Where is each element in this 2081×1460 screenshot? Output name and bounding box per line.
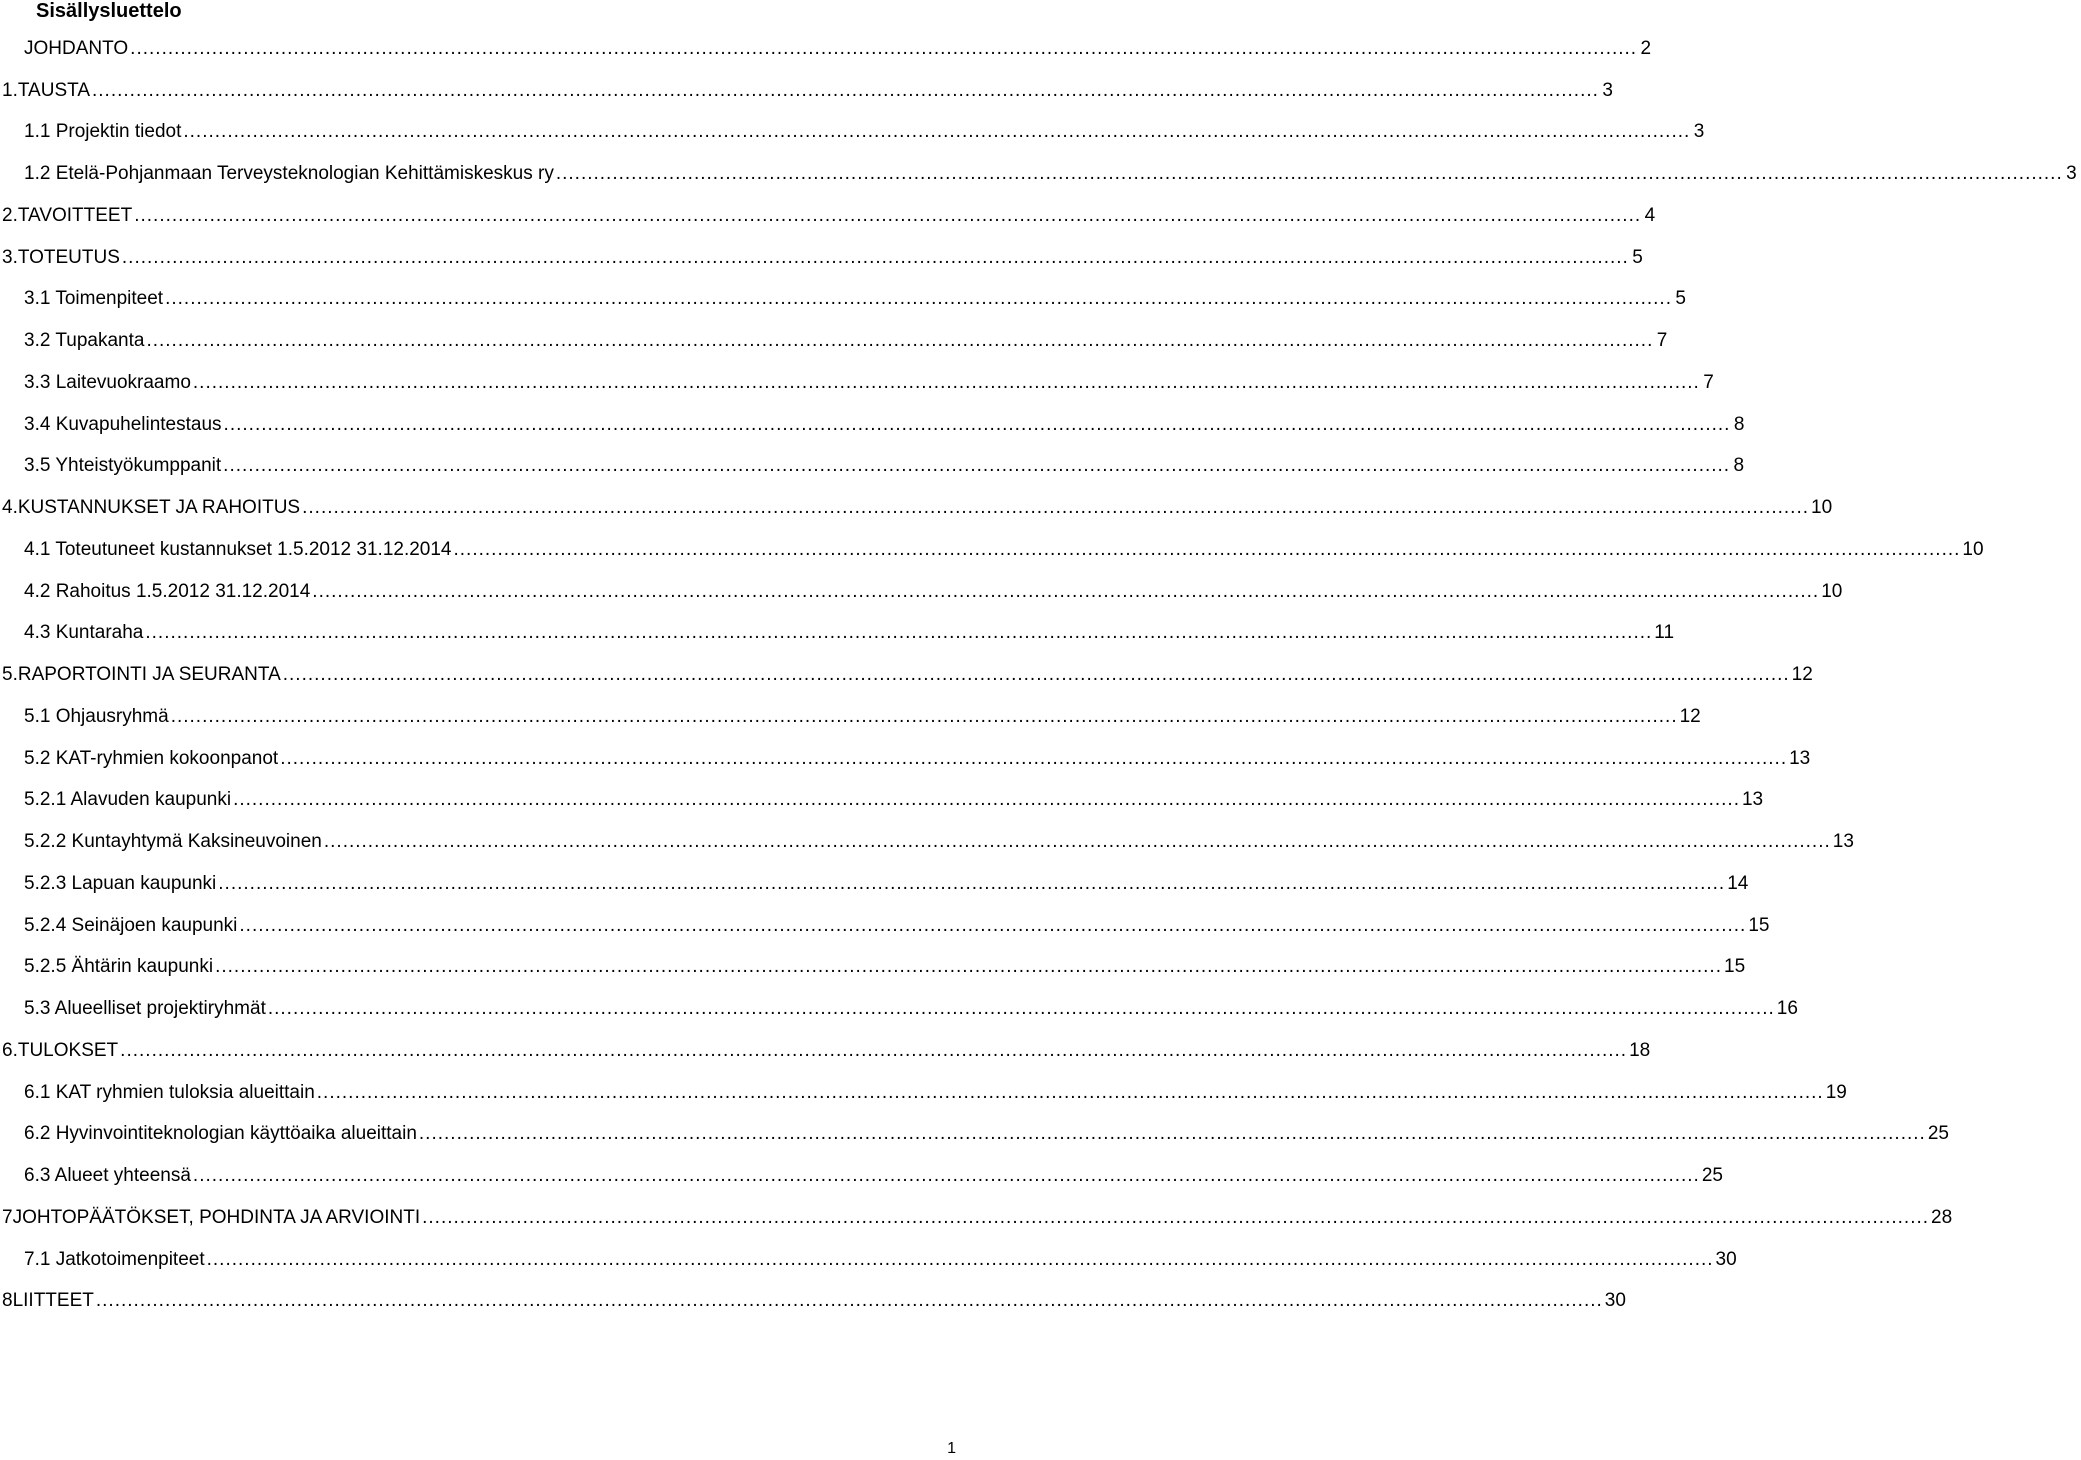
toc-entry-page: 10 xyxy=(1811,497,1833,519)
toc-entry-label: 5.2.2 Kuntayhtymä Kaksineuvoinen xyxy=(24,831,322,853)
toc-entry-page: 16 xyxy=(1776,998,1798,1020)
toc-entry-label: 3.3 Laitevuokraamo xyxy=(24,371,191,393)
toc-leader-dots xyxy=(122,247,1629,269)
toc-entry[interactable] xyxy=(0,28,1652,70)
toc-entry[interactable] xyxy=(0,905,1770,947)
toc-entry-page: 25 xyxy=(1927,1123,1949,1145)
toc-title: Sisällysluettelo xyxy=(36,0,182,22)
toc-entry-label: KUSTANNUKSET JA RAHOITUS xyxy=(17,497,301,519)
toc-leader-dots xyxy=(317,1082,1824,1104)
toc-leader-dots xyxy=(146,330,1653,352)
toc-list xyxy=(0,28,2077,1322)
toc-leader-dots xyxy=(218,873,1725,895)
toc-entry-page: 25 xyxy=(1701,1165,1723,1187)
toc-entry[interactable] xyxy=(0,738,1811,780)
toc-entry[interactable] xyxy=(0,446,1745,488)
toc-leader-dots xyxy=(193,1165,1700,1187)
toc-entry[interactable] xyxy=(0,153,2077,195)
toc-entry-page: 12 xyxy=(1679,705,1701,727)
toc-entry-number: 2. xyxy=(2,204,18,226)
toc-entry-label: 7.1 Jatkotoimenpiteet xyxy=(24,1248,205,1270)
toc-leader-dots xyxy=(233,789,1740,811)
toc-entry-page: 30 xyxy=(1604,1290,1626,1312)
toc-leader-dots xyxy=(165,288,1672,310)
toc-entry-number: 4. xyxy=(2,497,18,519)
toc-entry-page: 15 xyxy=(1724,956,1746,978)
toc-entry[interactable] xyxy=(0,70,1613,112)
toc-entry-label: 4.2 Rahoitus 1.5.2012 31.12.2014 xyxy=(24,580,311,602)
toc-entry-page: 3 xyxy=(1693,121,1705,143)
toc-entry-page: 14 xyxy=(1727,872,1749,894)
toc-leader-dots xyxy=(422,1207,1929,1229)
toc-leader-dots xyxy=(419,1123,1926,1145)
toc-entry[interactable] xyxy=(0,1030,1651,1072)
toc-entry-page: 28 xyxy=(1931,1206,1953,1228)
toc-entry-page: 8 xyxy=(1733,455,1745,477)
toc-entry[interactable] xyxy=(0,1155,1723,1197)
toc-entry-label: 5.3 Alueelliset projektiryhmät xyxy=(24,998,266,1020)
toc-leader-dots xyxy=(130,38,1637,60)
toc-entry-label: 5.2.5 Ähtärin kaupunki xyxy=(24,956,214,978)
toc-leader-dots xyxy=(120,1040,1627,1062)
toc-entry[interactable] xyxy=(0,571,1843,613)
toc-leader-dots xyxy=(224,414,1731,436)
toc-leader-dots xyxy=(268,998,1775,1020)
toc-entry-page: 7 xyxy=(1703,371,1714,393)
toc-entry-label: 5.1 Ohjausryhmä xyxy=(24,705,169,727)
toc-entry[interactable] xyxy=(0,195,1656,237)
toc-entry[interactable] xyxy=(0,696,1701,738)
toc-entry-label: TOTEUTUS xyxy=(17,246,120,268)
toc-entry-page: 8 xyxy=(1733,413,1745,435)
toc-entry[interactable] xyxy=(0,529,1984,571)
toc-entry-page: 19 xyxy=(1825,1081,1847,1103)
toc-entry-number: 1. xyxy=(2,79,18,101)
toc-entry[interactable] xyxy=(0,1197,1953,1239)
toc-entry[interactable] xyxy=(0,821,1854,863)
toc-entry-number: 7 xyxy=(2,1206,13,1228)
toc-entry-page: 3 xyxy=(1602,79,1613,101)
toc-leader-dots xyxy=(207,1249,1714,1271)
toc-entry-label: JOHDANTO xyxy=(24,37,129,59)
toc-entry[interactable] xyxy=(0,1072,1847,1114)
toc-entry-page: 11 xyxy=(1654,622,1675,644)
toc-entry-page: 13 xyxy=(1789,747,1811,769)
toc-entry-number: 5. xyxy=(2,664,18,686)
toc-entry-label: TULOKSET xyxy=(17,1039,119,1061)
toc-entry-label: 4.1 Toteutuneet kustannukset 1.5.2012 31.12.2014 xyxy=(24,538,452,560)
toc-entry[interactable] xyxy=(0,279,1686,321)
toc-entry[interactable] xyxy=(0,947,1746,989)
toc-entry-label: 6.3 Alueet yhteensä xyxy=(24,1165,191,1187)
toc-entry-page: 3 xyxy=(2066,163,2077,185)
toc-leader-dots xyxy=(193,372,1700,394)
toc-entry-label: 3.5 Yhteistyökumppanit xyxy=(24,455,222,477)
toc-entry[interactable] xyxy=(0,1114,1949,1156)
toc-entry[interactable] xyxy=(0,613,1675,655)
toc-entry-label: 3.1 Toimenpiteet xyxy=(24,288,164,310)
toc-entry[interactable] xyxy=(0,1281,1626,1323)
toc-entry[interactable] xyxy=(0,780,1764,822)
toc-entry-page: 13 xyxy=(1832,831,1854,853)
toc-entry-page: 5 xyxy=(1675,288,1686,310)
toc-leader-dots xyxy=(96,1290,1603,1312)
toc-leader-dots xyxy=(134,205,1641,227)
toc-entry[interactable] xyxy=(0,320,1668,362)
toc-entry-page: 10 xyxy=(1821,580,1843,602)
toc-entry-label: LIITTEET xyxy=(12,1290,94,1312)
toc-entry-label: 6.1 KAT ryhmien tuloksia alueittain xyxy=(24,1081,315,1103)
toc-entry[interactable] xyxy=(0,237,1643,279)
toc-entry-label: 5.2.1 Alavuden kaupunki xyxy=(24,789,232,811)
toc-entry-page: 18 xyxy=(1629,1039,1651,1061)
toc-entry-label: 6.2 Hyvinvointiteknologian käyttöaika alueittain xyxy=(24,1123,417,1145)
toc-entry-page: 12 xyxy=(1791,664,1813,686)
toc-entry[interactable] xyxy=(0,1239,1737,1281)
toc-entry-label: 1.1 Projektin tiedot xyxy=(24,121,182,143)
toc-entry-label: 3.4 Kuvapuhelintestaus xyxy=(24,413,222,435)
toc-leader-dots xyxy=(283,664,1790,686)
toc-entry-label: 5.2.4 Seinäjoen kaupunki xyxy=(24,914,238,936)
toc-entry-page: 2 xyxy=(1640,37,1652,59)
toc-entry-number: 3. xyxy=(2,246,18,268)
toc-leader-dots xyxy=(239,915,1746,937)
toc-leader-dots xyxy=(324,831,1831,853)
toc-entry-label: 3.2 Tupakanta xyxy=(24,330,145,352)
toc-leader-dots xyxy=(215,956,1722,978)
toc-leader-dots xyxy=(556,163,2063,185)
toc-leader-dots xyxy=(171,706,1678,728)
toc-leader-dots xyxy=(312,581,1819,603)
toc-entry-label: 4.3 Kuntaraha xyxy=(24,622,144,644)
toc-entry[interactable] xyxy=(0,863,1749,905)
toc-leader-dots xyxy=(302,497,1809,519)
toc-entry[interactable] xyxy=(0,988,1798,1030)
toc-entry-page: 5 xyxy=(1632,246,1643,268)
toc-entry-page: 4 xyxy=(1644,204,1656,226)
toc-leader-dots xyxy=(183,121,1690,143)
toc-entry-label: 1.2 Etelä-Pohjanmaan Terveysteknologian Kehittämiskeskus ry xyxy=(24,163,554,185)
page-number: 1 xyxy=(947,1440,956,1457)
toc-entry[interactable] xyxy=(0,404,1745,446)
toc-entry[interactable] xyxy=(0,654,1813,696)
toc-entry[interactable] xyxy=(0,487,1833,529)
toc-entry-number: 6. xyxy=(2,1039,18,1061)
toc-entry[interactable] xyxy=(0,112,1705,154)
toc-leader-dots xyxy=(92,80,1599,102)
toc-entry-page: 13 xyxy=(1741,789,1764,811)
toc-entry-label: 5.2.3 Lapuan kaupunki xyxy=(24,872,217,894)
toc-entry-page: 30 xyxy=(1715,1248,1737,1270)
toc-entry-label: 5.2 KAT-ryhmien kokoonpanot xyxy=(24,747,279,769)
toc-leader-dots xyxy=(454,539,1961,561)
toc-entry-label: RAPORTOINTI JA SEURANTA xyxy=(17,664,281,686)
toc-entry-label: TAUSTA xyxy=(17,79,90,101)
toc-entry-label: TAVOITTEET xyxy=(17,204,133,226)
toc-leader-dots xyxy=(280,748,1787,770)
toc-leader-dots xyxy=(145,622,1652,644)
toc-entry-label: JOHTOPÄÄTÖKSET, POHDINTA JA ARVIOINTI xyxy=(12,1206,421,1228)
toc-leader-dots xyxy=(223,455,1730,477)
toc-entry[interactable] xyxy=(0,362,1714,404)
toc-entry-page: 15 xyxy=(1748,914,1770,936)
toc-entry-page: 7 xyxy=(1656,330,1668,352)
toc-entry-page: 10 xyxy=(1962,538,1984,560)
toc-entry-number: 8 xyxy=(2,1290,13,1312)
